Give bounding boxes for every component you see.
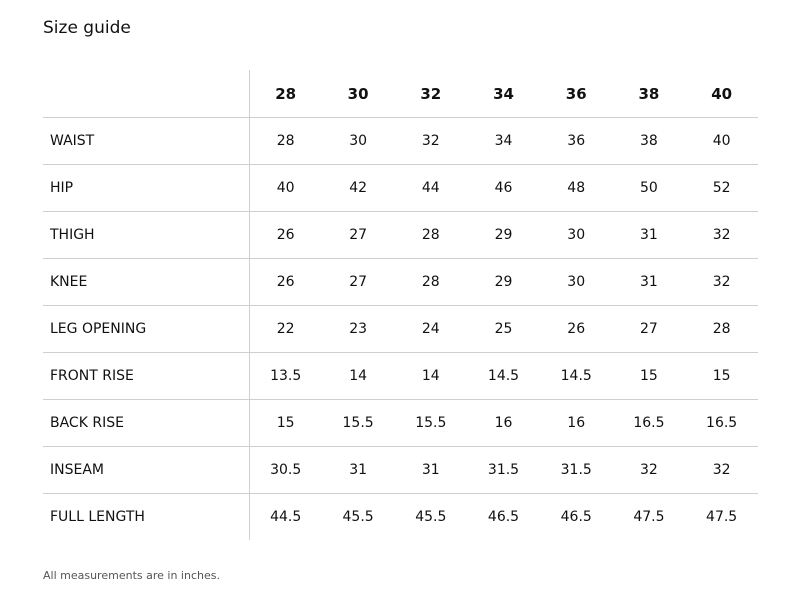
measurement-value: 30.5	[249, 446, 322, 493]
measurement-value: 13.5	[249, 352, 322, 399]
measurement-value: 32	[685, 258, 758, 305]
measurement-value: 52	[685, 164, 758, 211]
size-header: 38	[638, 85, 660, 104]
measurement-value: 45.5	[394, 493, 467, 540]
measurement-value: 15.5	[322, 399, 395, 446]
measurement-value: 40	[249, 164, 322, 211]
measurement-value: 44.5	[249, 493, 322, 540]
measurement-value: 27	[322, 211, 395, 258]
table-row	[43, 352, 758, 399]
measurement-value: 46	[467, 164, 540, 211]
measurement-label: FULL LENGTH	[43, 493, 249, 540]
measurement-label: KNEE	[43, 258, 249, 305]
table-row	[43, 258, 758, 305]
measurement-value: 30	[540, 211, 613, 258]
measurement-value: 16.5	[613, 399, 686, 446]
measurement-value: 31	[394, 446, 467, 493]
measurement-value: 26	[540, 305, 613, 352]
measurement-label: INSEAM	[43, 446, 249, 493]
size-header: 28	[275, 85, 297, 104]
measurement-value: 28	[685, 305, 758, 352]
size-header: 34	[493, 85, 514, 104]
size-header: 30	[347, 85, 369, 104]
measurement-value: 15.5	[394, 399, 467, 446]
measurement-label: HIP	[43, 164, 249, 211]
measurement-value: 30	[322, 117, 395, 164]
table-row	[43, 305, 758, 352]
measurement-value: 14	[394, 352, 467, 399]
table-row	[43, 164, 758, 211]
measurement-value: 42	[322, 164, 395, 211]
measurement-value: 14.5	[467, 352, 540, 399]
measurement-value: 32	[685, 446, 758, 493]
measurement-value: 29	[467, 258, 540, 305]
table-row	[43, 446, 758, 493]
measurement-value: 28	[394, 258, 467, 305]
measurement-value: 36	[540, 117, 613, 164]
table-row	[43, 117, 758, 164]
measurement-value: 38	[613, 117, 686, 164]
measurement-value: 24	[394, 305, 467, 352]
measurement-value: 22	[249, 305, 322, 352]
measurement-value: 28	[394, 211, 467, 258]
measurement-value: 25	[467, 305, 540, 352]
footnote: All measurements are in inches.	[43, 569, 220, 582]
measurement-label: WAIST	[43, 117, 249, 164]
measurement-value: 32	[685, 211, 758, 258]
measurement-value: 27	[613, 305, 686, 352]
size-header-row	[43, 70, 758, 117]
measurement-label: FRONT RISE	[43, 352, 249, 399]
measurement-value: 31	[613, 258, 686, 305]
measurement-value: 40	[685, 117, 758, 164]
measurement-value: 14	[322, 352, 395, 399]
measurement-value: 47.5	[613, 493, 686, 540]
measurement-value: 29	[467, 211, 540, 258]
measurement-value: 15	[249, 399, 322, 446]
measurement-label: THIGH	[43, 211, 249, 258]
measurement-value: 47.5	[685, 493, 758, 540]
measurement-value: 31	[613, 211, 686, 258]
measurement-value: 15	[613, 352, 686, 399]
table-row	[43, 399, 758, 446]
measurement-value: 27	[322, 258, 395, 305]
measurement-value: 26	[249, 258, 322, 305]
size-header: 32	[420, 85, 442, 104]
measurement-value: 48	[540, 164, 613, 211]
measurement-label: BACK RISE	[43, 399, 249, 446]
measurement-value: 31.5	[540, 446, 613, 493]
measurement-label: LEG OPENING	[43, 305, 249, 352]
page-title: Size guide	[43, 18, 131, 38]
measurement-value: 14.5	[540, 352, 613, 399]
measurement-value: 31	[322, 446, 395, 493]
measurement-value: 16	[540, 399, 613, 446]
size-header: 40	[711, 85, 733, 104]
measurement-value: 32	[613, 446, 686, 493]
header-corner-cell	[43, 70, 249, 117]
measurement-value: 31.5	[467, 446, 540, 493]
measurement-value: 15	[685, 352, 758, 399]
measurement-value: 23	[322, 305, 395, 352]
measurement-value: 26	[249, 211, 322, 258]
table-row	[43, 211, 758, 258]
measurement-value: 32	[394, 117, 467, 164]
measurement-value: 44	[394, 164, 467, 211]
measurement-value: 28	[249, 117, 322, 164]
size-header: 36	[565, 85, 587, 104]
measurement-value: 16.5	[685, 399, 758, 446]
measurement-value: 46.5	[540, 493, 613, 540]
measurement-value: 50	[613, 164, 686, 211]
measurement-value: 45.5	[322, 493, 395, 540]
table-row	[43, 493, 758, 540]
measurement-value: 30	[540, 258, 613, 305]
measurement-value: 16	[467, 399, 540, 446]
size-table	[43, 70, 758, 540]
measurement-value: 34	[467, 117, 540, 164]
measurement-value: 46.5	[467, 493, 540, 540]
